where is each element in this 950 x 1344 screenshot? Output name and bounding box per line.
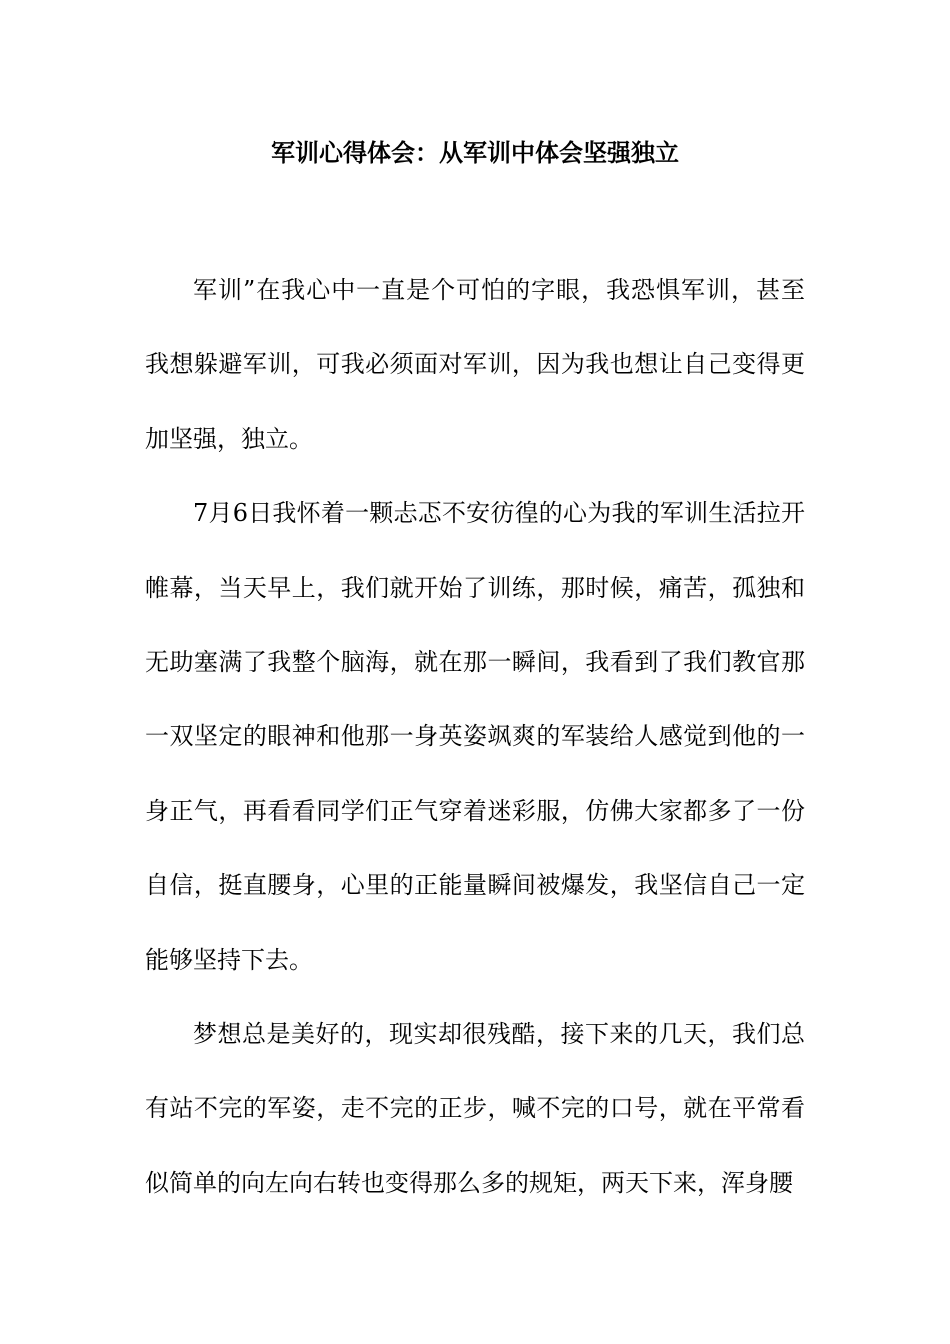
paragraph-1: 军训”在我心中一直是个可怕的字眼，我恐惧军训，甚至我想躲避军训，可我必须面对军训，因为我也想让自己变得更加坚强，独立。 (145, 276, 805, 453)
paragraph-3: 梦想总是美好的，现实却很残酷，接下来的几天，我们总有站不完的军姿，走不完的正步，喊不完的口号，就在平常看似简单的向左向右转也变得那么多的规矩，两天下来，浑身腰 (145, 1020, 805, 1197)
document-body (145, 253, 805, 1220)
paragraph-2: 7月6日我怀着一颗忐忑不安彷徨的心为我的军训生活拉开帷幕，当天早上，我们就开始了训练，那时候，痛苦，孤独和无助塞满了我整个脑海，就在那一瞬间，我看到了我们教官那一双坚定的眼神和他那一身英姿飒爽的军装给人感觉到他的一身正气，再看看同学们正气穿着迷彩服，仿佛大家都多了一份自信，挺直腰身，心里的正能量瞬间被爆发，我坚信自己一定能够坚持下去。 (145, 499, 805, 974)
document-title: 军训心得体会：从军训中体会坚强独立 (271, 139, 679, 167)
